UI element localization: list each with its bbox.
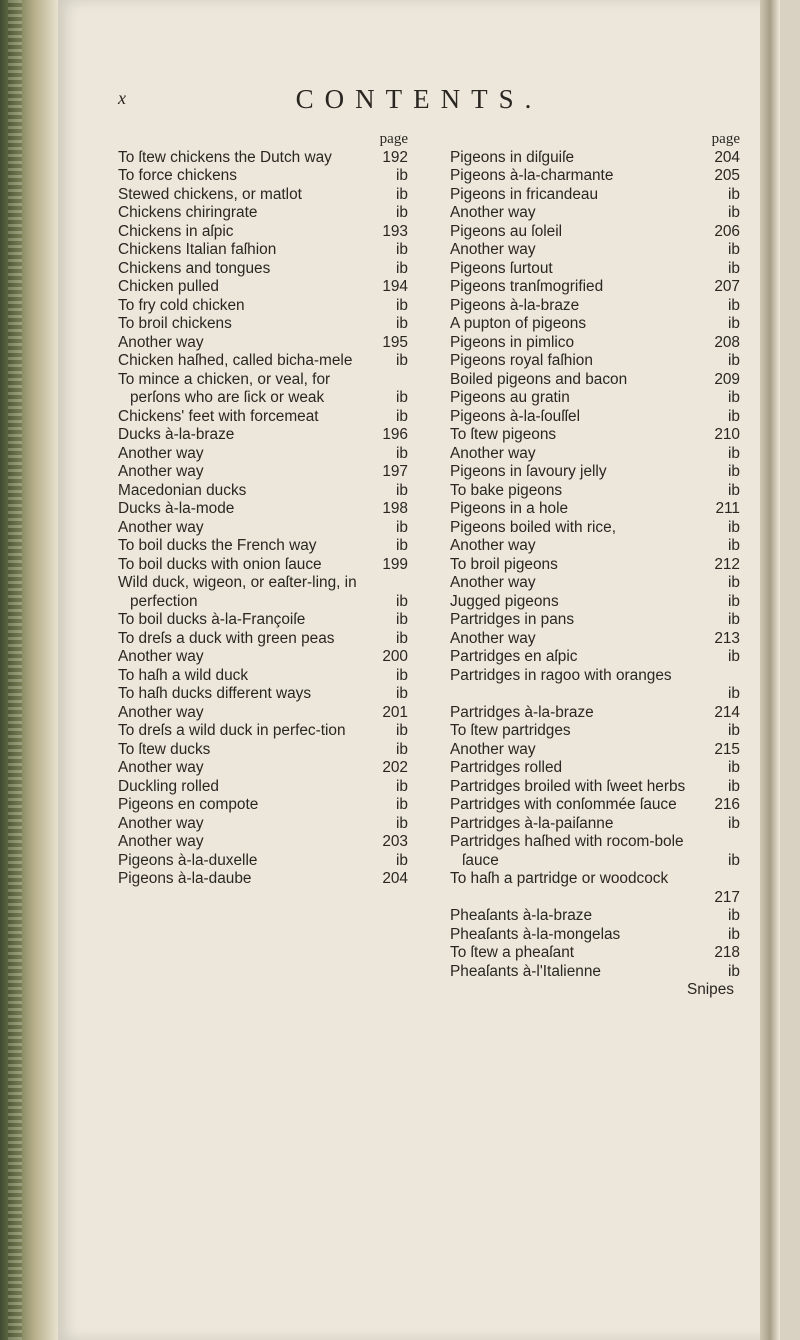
- contents-entry: [118, 519, 408, 538]
- entry-page-number: ib: [396, 537, 408, 554]
- contents-entry: [118, 574, 408, 611]
- entry-title: Ducks à-la-mode: [118, 500, 235, 517]
- contents-entry: [450, 278, 740, 297]
- contents-entry: [118, 445, 408, 464]
- contents-entry: [118, 685, 408, 704]
- entry-title: Pigeons à-la-ſouſſel: [450, 407, 581, 425]
- entry-title: Pigeons in pimlico: [450, 333, 575, 351]
- contents-entry: [450, 167, 740, 186]
- entry-page-number: ib: [728, 685, 740, 702]
- entry-page-number: ib: [396, 444, 408, 462]
- contents-column-left: [118, 130, 408, 889]
- entry-page-number: 196: [382, 426, 408, 443]
- entry-title: To mince a chicken, or veal, for perſons who are ſick or weak: [118, 370, 331, 406]
- contents-entry: [118, 815, 408, 834]
- contents-entry: [118, 611, 408, 630]
- entry-list-left: [118, 149, 408, 889]
- contents-entry: [450, 241, 740, 260]
- entry-page-number: 204: [382, 870, 408, 887]
- contents-entry: [450, 389, 740, 408]
- contents-entry: [450, 482, 740, 501]
- entry-page-number: ib: [396, 518, 408, 536]
- entry-title: Pigeons in fricandeau: [450, 185, 599, 203]
- entry-title: Another way: [118, 463, 204, 480]
- entry-title: Pigeons in diſguiſe: [450, 148, 575, 166]
- entry-title: To ſtew partridges: [450, 722, 571, 739]
- entry-page-number: 208: [714, 333, 740, 351]
- entry-page-number: ib: [728, 296, 740, 314]
- entry-title: Another way: [118, 759, 204, 776]
- contents-entry: [450, 704, 740, 723]
- contents-entry: [450, 759, 740, 778]
- contents-entry: [450, 426, 740, 445]
- entry-page-number: ib: [396, 389, 408, 406]
- contents-entry: [450, 334, 740, 353]
- signature-mark: x: [118, 88, 126, 108]
- contents-entry: [450, 741, 740, 760]
- entry-title: Pigeons en compote: [118, 796, 259, 813]
- entry-page-number: 210: [714, 426, 740, 443]
- entry-page-number: ib: [728, 962, 740, 980]
- entry-title: Another way: [118, 444, 204, 462]
- entry-page-number: ib: [728, 537, 740, 554]
- entry-title: To haſh a wild duck: [118, 666, 249, 684]
- entry-page-number: ib: [396, 259, 408, 277]
- entry-title: To dreſs a wild duck in perfec-tion: [118, 722, 346, 739]
- entry-title: To ſtew ducks: [118, 740, 211, 758]
- entry-title: To boil ducks the French way: [118, 537, 317, 554]
- entry-page-number: 192: [382, 148, 408, 166]
- entry-page-number: ib: [728, 463, 740, 480]
- entry-page-number: ib: [728, 518, 740, 536]
- entry-page-number: 198: [382, 500, 408, 517]
- contents-entry: [118, 482, 408, 501]
- entry-title: Pigeons à-la-daube: [118, 870, 252, 887]
- contents-entry: [118, 149, 408, 168]
- contents-entry: [118, 315, 408, 334]
- contents-column-right: [450, 130, 740, 1000]
- entry-title: Another way: [450, 444, 536, 462]
- entry-page-number: ib: [396, 296, 408, 314]
- entry-page-number: ib: [396, 685, 408, 702]
- contents-entry: [450, 630, 740, 649]
- entry-title: To dreſs a duck with green peas: [118, 629, 335, 647]
- entry-title: To ſtew pigeons: [450, 426, 557, 443]
- book-binding: [0, 0, 58, 1340]
- book-page: [58, 0, 780, 1340]
- contents-entry: [118, 778, 408, 797]
- entry-page-number: 211: [715, 500, 740, 517]
- entry-title: Another way: [450, 537, 536, 554]
- contents-entry: [450, 833, 740, 870]
- contents-entry: [118, 833, 408, 852]
- entry-page-number: 203: [382, 833, 408, 850]
- entry-title: To ſtew chickens the Dutch way: [118, 148, 332, 166]
- entry-title: Another way: [450, 204, 536, 221]
- entry-page-number: ib: [728, 185, 740, 203]
- contents-entry: [450, 352, 740, 371]
- entry-page-number: 218: [714, 944, 740, 961]
- entry-page-number: ib: [728, 648, 740, 665]
- entry-page-number: ib: [728, 241, 740, 258]
- entry-title: Chickens in aſpic: [118, 222, 234, 240]
- entry-title: Partridges broiled with ſweet herbs: [450, 777, 686, 795]
- entry-title: Another way: [118, 814, 204, 832]
- contents-entry: [118, 260, 408, 279]
- entry-page-number: 206: [714, 222, 740, 240]
- contents-entry: [118, 537, 408, 556]
- entry-title: To broil pigeons: [450, 555, 558, 573]
- entry-title: To fry cold chicken: [118, 296, 245, 314]
- entry-title: To ſtew a pheaſant: [450, 944, 575, 961]
- entry-page-number: ib: [396, 185, 408, 203]
- entry-page-number: ib: [728, 352, 740, 369]
- entry-page-number: ib: [396, 611, 408, 628]
- entry-title: Macedonian ducks: [118, 481, 247, 499]
- entry-title: Partridges en aſpic: [450, 648, 578, 665]
- entry-title: Chickens and tongues: [118, 259, 271, 277]
- entry-title: Partridges haſhed with rocom-bole ſauce: [450, 833, 684, 869]
- entry-title: Pigeons boiled with rice,: [450, 518, 616, 536]
- contents-entry: [450, 667, 740, 704]
- entry-title: To broil chickens: [118, 315, 232, 332]
- entry-title: Chickens' feet with forcemeat: [118, 407, 319, 425]
- entry-title: Pigeons tranſmogrified: [450, 278, 604, 295]
- entry-title: To haſh a partridge or woodcock: [450, 870, 669, 887]
- entry-title: Pheaſants à-la-braze: [450, 907, 593, 924]
- entry-title: Pigeons royal faſhion: [450, 352, 593, 369]
- entry-page-number: ib: [728, 759, 740, 776]
- contents-entry: [118, 371, 408, 408]
- entry-page-number: ib: [728, 259, 740, 277]
- entry-page-number: ib: [396, 167, 408, 184]
- entry-page-number: 212: [714, 555, 740, 573]
- entry-title: To haſh ducks different ways: [118, 685, 312, 702]
- entry-title: Jugged pigeons: [450, 592, 559, 610]
- contents-entry: [118, 352, 408, 371]
- entry-page-number: ib: [728, 592, 740, 610]
- entry-page-number: ib: [396, 315, 408, 332]
- entry-title: Partridges with conſommée ſauce: [450, 796, 677, 813]
- entry-title: Pigeons à-la-braze: [450, 296, 580, 314]
- entry-page-number: ib: [396, 592, 408, 610]
- entry-title: Pigeons au ſoleil: [450, 222, 563, 240]
- entry-page-number: ib: [728, 204, 740, 221]
- entry-title: Another way: [118, 703, 204, 721]
- entry-page-number: 199: [382, 555, 408, 573]
- entry-title: Boiled pigeons and bacon: [450, 370, 628, 388]
- contents-entry: [118, 630, 408, 649]
- entry-title: Wild duck, wigeon, or eaſter-ling, in perfection: [118, 574, 357, 610]
- entry-page-number: 194: [382, 278, 408, 295]
- contents-entry: [450, 963, 740, 982]
- entry-page-number: 204: [714, 148, 740, 166]
- contents-entry: [450, 796, 740, 815]
- contents-entry: [450, 944, 740, 963]
- contents-entry: [118, 741, 408, 760]
- contents-entry: [450, 778, 740, 797]
- contents-entry: [450, 870, 740, 907]
- catchword: Snipes: [686, 981, 734, 998]
- contents-entry: [450, 186, 740, 205]
- entry-title: Duckling rolled: [118, 777, 219, 795]
- entry-title: Partridges à-la-paiſanne: [450, 814, 614, 832]
- entry-page-number: 215: [714, 740, 740, 758]
- contents-entry: [450, 223, 740, 242]
- contents-entry: [450, 537, 740, 556]
- entry-title: Another way: [450, 241, 536, 258]
- entry-title: Partridges in pans: [450, 611, 575, 628]
- entry-page-number: ib: [728, 851, 740, 869]
- contents-entry: [450, 556, 740, 575]
- entry-page-number: 200: [382, 648, 408, 665]
- page-column-label: page: [711, 131, 740, 147]
- contents-entry: [450, 500, 740, 519]
- entry-page-number: 217: [714, 888, 740, 906]
- entry-page-number: 207: [714, 278, 740, 295]
- page-edge: [760, 0, 780, 1340]
- entry-page-number: 197: [382, 463, 408, 480]
- entry-page-number: ib: [728, 315, 740, 332]
- entry-page-number: ib: [728, 814, 740, 832]
- entry-page-number: ib: [396, 851, 408, 869]
- entry-page-number: ib: [728, 925, 740, 943]
- entry-page-number: ib: [728, 722, 740, 739]
- contents-entry: [450, 926, 740, 945]
- contents-entry: [450, 371, 740, 390]
- contents-entry: [450, 593, 740, 612]
- contents-entry: [450, 445, 740, 464]
- contents-entry: [118, 278, 408, 297]
- entry-page-number: ib: [396, 352, 408, 369]
- entry-page-number: ib: [396, 241, 408, 258]
- contents-entry: [450, 297, 740, 316]
- contents-entry: [118, 648, 408, 667]
- entry-title: Another way: [118, 518, 204, 536]
- entry-title: Chicken haſhed, called bicha-mele: [118, 352, 353, 369]
- entry-page-number: ib: [396, 722, 408, 739]
- contents-entry: [450, 648, 740, 667]
- contents-entry: [450, 815, 740, 834]
- entry-title: Chicken pulled: [118, 278, 219, 295]
- entry-title: Pigeons à-la-charmante: [450, 167, 614, 184]
- entry-list-right: [450, 149, 740, 982]
- contents-entry: [118, 241, 408, 260]
- contents-entry: [118, 167, 408, 186]
- entry-title: Partridges in ragoo with oranges: [450, 666, 672, 684]
- entry-page-number: ib: [396, 814, 408, 832]
- entry-page-number: ib: [728, 407, 740, 425]
- entry-title: Pheaſants à-la-mongelas: [450, 925, 621, 943]
- entry-title: To boil ducks à-la-Françoiſe: [118, 611, 306, 628]
- contents-entry: [118, 722, 408, 741]
- contents-entry: [118, 223, 408, 242]
- contents-entry: [450, 149, 740, 168]
- entry-title: Pigeons ſurtout: [450, 259, 553, 277]
- page-column-label: page: [379, 131, 408, 147]
- contents-entry: [118, 426, 408, 445]
- contents-entry: [450, 611, 740, 630]
- entry-page-number: ib: [396, 796, 408, 813]
- entry-page-number: ib: [728, 389, 740, 406]
- entry-title: Partridges rolled: [450, 759, 563, 776]
- entry-page-number: ib: [396, 204, 408, 221]
- entry-title: Ducks à-la-braze: [118, 426, 235, 443]
- contents-entry: [118, 667, 408, 686]
- contents-entry: [118, 852, 408, 871]
- entry-page-number: ib: [728, 481, 740, 499]
- entry-page-number: ib: [728, 574, 740, 591]
- contents-entry: [118, 204, 408, 223]
- entry-title: Pigeons à-la-duxelle: [118, 851, 258, 869]
- entry-page-number: ib: [396, 666, 408, 684]
- entry-page-number: ib: [728, 444, 740, 462]
- contents-entry: [118, 870, 408, 889]
- entry-title: A pupton of pigeons: [450, 315, 587, 332]
- entry-title: Chickens chiringrate: [118, 204, 258, 221]
- contents-entry: [450, 574, 740, 593]
- entry-page-number: 216: [714, 796, 740, 813]
- contents-entry: [450, 463, 740, 482]
- contents-entry: [118, 704, 408, 723]
- entry-title: Chickens Italian faſhion: [118, 241, 277, 258]
- entry-title: Pigeons in ſavoury jelly: [450, 463, 607, 480]
- entry-page-number: ib: [396, 407, 408, 425]
- entry-title: Another way: [118, 648, 204, 665]
- contents-entry: [118, 796, 408, 815]
- entry-page-number: 209: [714, 370, 740, 388]
- entry-title: Another way: [450, 629, 536, 647]
- entry-title: Pigeons au gratin: [450, 389, 570, 406]
- entry-page-number: ib: [396, 481, 408, 499]
- contents-entry: [450, 907, 740, 926]
- entry-page-number: 213: [714, 629, 740, 647]
- entry-page-number: 202: [382, 759, 408, 776]
- contents-entry: [118, 186, 408, 205]
- entry-page-number: ib: [728, 777, 740, 795]
- entry-title: Another way: [450, 574, 536, 591]
- contents-entry: [118, 463, 408, 482]
- contents-entry: [118, 297, 408, 316]
- entry-title: Partridges à-la-braze: [450, 703, 594, 721]
- entry-title: Stewed chickens, or matlot: [118, 185, 302, 203]
- entry-page-number: ib: [396, 629, 408, 647]
- entry-title: Another way: [118, 333, 204, 351]
- entry-title: Another way: [118, 833, 204, 850]
- entry-page-number: 193: [382, 222, 408, 240]
- entry-page-number: 205: [714, 167, 740, 184]
- entry-page-number: ib: [728, 907, 740, 924]
- entry-title: To force chickens: [118, 167, 237, 184]
- contents-entry: [450, 315, 740, 334]
- contents-entry: [450, 722, 740, 741]
- contents-entry: [450, 260, 740, 279]
- entry-page-number: 201: [382, 703, 408, 721]
- entry-title: Pigeons in a hole: [450, 500, 569, 517]
- entry-page-number: 195: [382, 333, 408, 351]
- entry-page-number: ib: [396, 777, 408, 795]
- contents-entry: [450, 204, 740, 223]
- contents-entry: [118, 500, 408, 519]
- contents-entry: [450, 408, 740, 427]
- entry-title: To bake pigeons: [450, 481, 563, 499]
- entry-title: To boil ducks with onion ſauce: [118, 555, 322, 573]
- contents-entry: [118, 556, 408, 575]
- running-head: [58, 84, 780, 118]
- entry-title: Pheaſants à-l'Italienne: [450, 962, 601, 980]
- contents-entry: [118, 334, 408, 353]
- contents-entry: [118, 408, 408, 427]
- page-title: CONTENTS.: [295, 84, 543, 114]
- entry-title: Another way: [450, 740, 536, 758]
- contents-entry: [118, 759, 408, 778]
- contents-entry: [450, 519, 740, 538]
- entry-page-number: ib: [728, 611, 740, 628]
- entry-page-number: 214: [714, 703, 740, 721]
- entry-page-number: ib: [396, 740, 408, 758]
